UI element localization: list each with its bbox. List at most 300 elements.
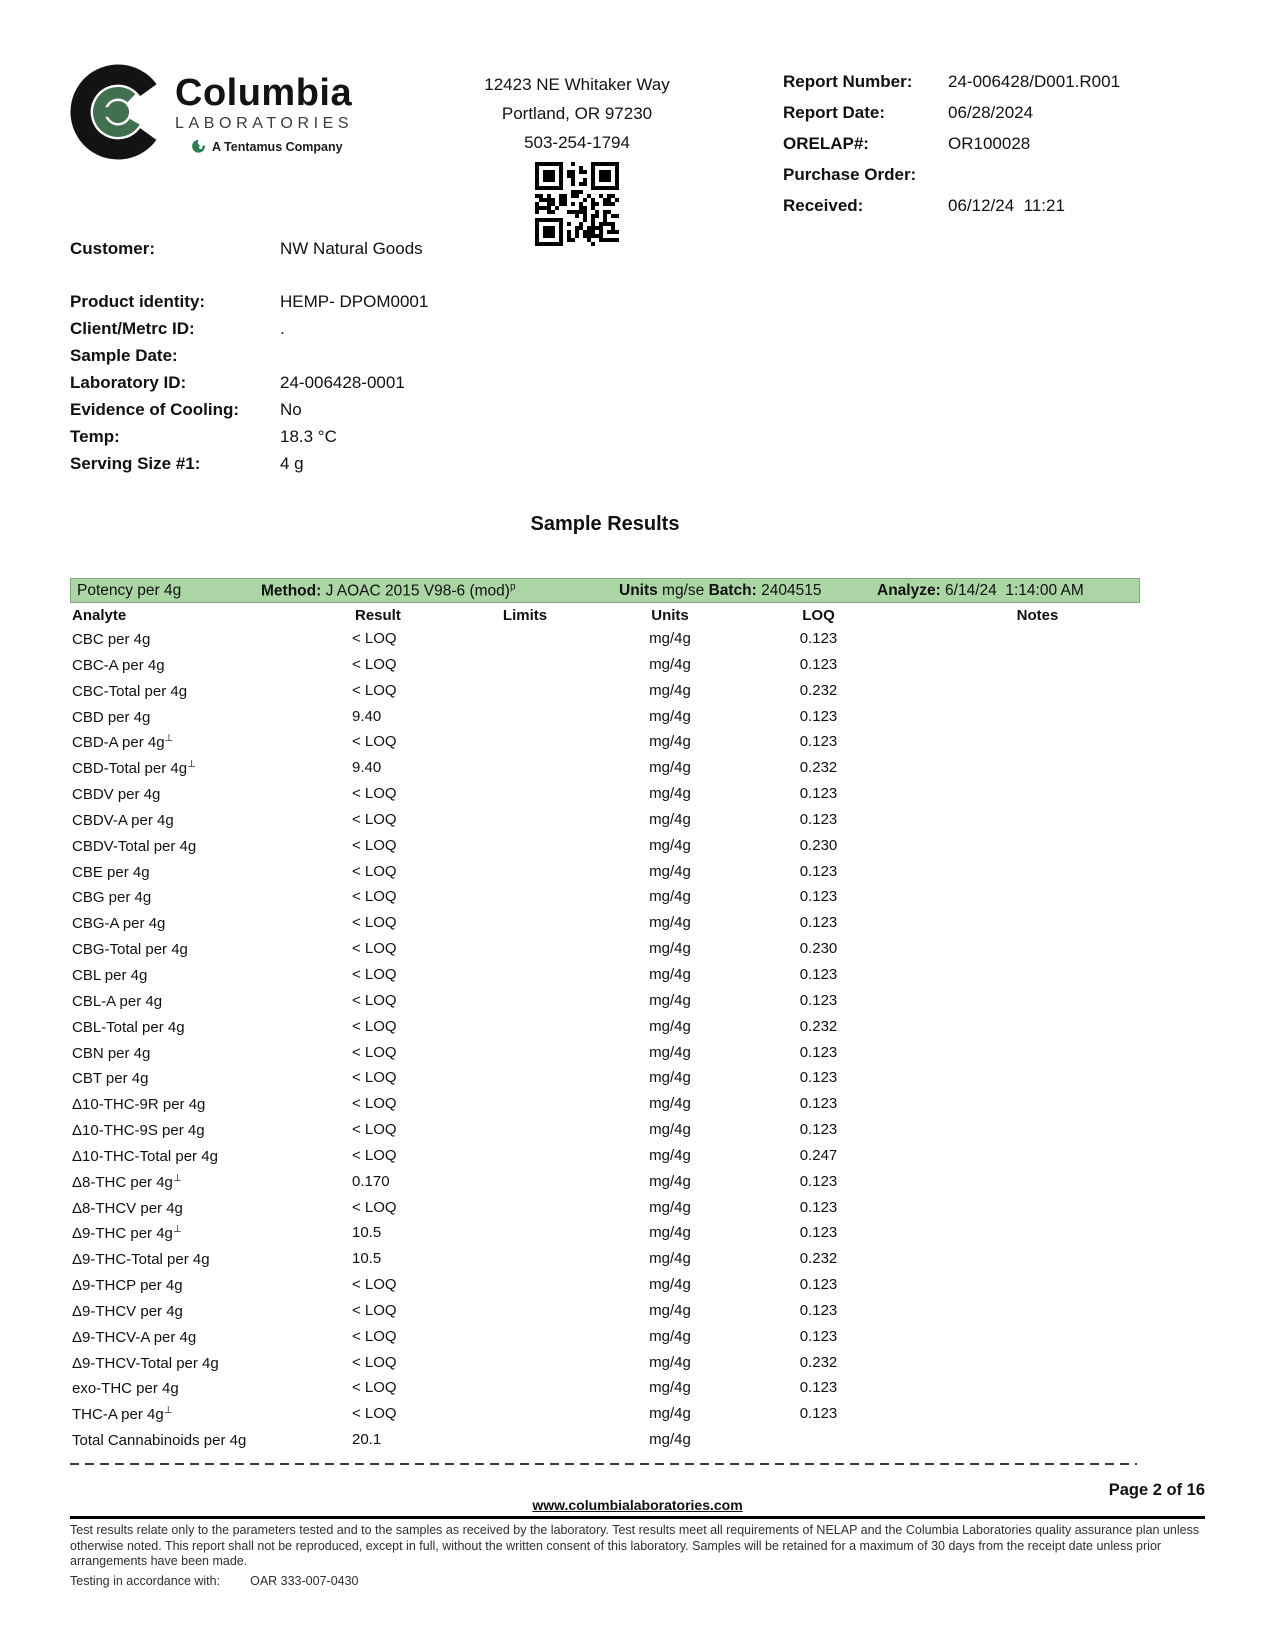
analyte-cell	[70, 1173, 352, 1199]
notes-cell	[880, 785, 1140, 811]
loq-cell: 0.123	[799, 862, 838, 880]
address-line2: Portland, OR 97230	[501, 104, 653, 123]
info-value: 06/28/2024	[948, 103, 1034, 122]
loq-cell: 0.123	[799, 655, 838, 673]
results-table	[70, 630, 1140, 1457]
footnote-marker: ⊥	[187, 759, 196, 771]
testing-value: OAR 333-007-0430	[250, 1573, 359, 1588]
testing-label: Testing in accordance with:	[70, 1573, 221, 1588]
result-cell: < LOQ	[352, 991, 397, 1009]
result-cell: < LOQ	[352, 1095, 397, 1113]
table-row	[70, 1069, 1140, 1095]
sample-info-label: Sample Date:	[70, 346, 178, 365]
analyte-name: CBD-A per 4g	[72, 734, 165, 752]
units-cell: mg/4g	[649, 1172, 691, 1190]
limits-cell	[467, 1095, 583, 1121]
sample-info-value: 18.3 °C	[280, 427, 337, 446]
analyte-name: CBC-Total per 4g	[72, 682, 188, 700]
footnote-marker: ⊥	[172, 1172, 182, 1184]
notes-cell	[880, 733, 1140, 759]
analyte-name: Δ8-THCV per 4g	[72, 1199, 183, 1217]
analyte-name: CBL per 4g	[72, 966, 148, 984]
info-value: 24-006428/D001.R001	[948, 72, 1121, 91]
result-cell: < LOQ	[352, 914, 397, 932]
loq-cell: 0.123	[799, 914, 838, 932]
limits-cell	[467, 1224, 583, 1250]
table-row	[70, 1173, 1140, 1199]
result-cell: < LOQ	[352, 655, 397, 673]
result-cell: < LOQ	[352, 1276, 397, 1294]
lab-address	[407, 70, 747, 246]
table-row	[70, 656, 1140, 682]
limits-cell	[467, 656, 583, 682]
result-cell: < LOQ	[352, 1198, 397, 1216]
col-notes: Notes	[1016, 607, 1059, 624]
limits-cell	[467, 1147, 583, 1173]
units-cell: mg/4g	[649, 991, 691, 1009]
units-cell: mg/4g	[649, 965, 691, 983]
info-value: 06/12/24 11:21	[948, 196, 1065, 215]
notes-cell	[880, 966, 1140, 992]
result-cell: < LOQ	[352, 1043, 397, 1061]
loq-cell: 0.232	[799, 1353, 838, 1371]
notes-cell	[880, 1379, 1140, 1405]
analyte-cell	[70, 1044, 352, 1070]
analyte-cell	[70, 914, 352, 940]
analyte-name: CBG-Total per 4g	[72, 941, 188, 959]
loq-cell: 0.230	[799, 940, 838, 958]
info-value: OR100028	[948, 134, 1031, 153]
analyte-name: Δ10-THC-9S per 4g	[72, 1122, 205, 1140]
col-result: Result	[355, 607, 401, 624]
analyte-name: CBL-A per 4g	[72, 992, 163, 1010]
notes-cell	[880, 1431, 1140, 1457]
result-cell: < LOQ	[352, 681, 397, 699]
notes-cell	[880, 914, 1140, 940]
analyze-value: 6/14/24 1:14:00 AM	[940, 581, 1084, 599]
analyte-name: CBN per 4g	[72, 1044, 151, 1062]
analyte-cell	[70, 1121, 352, 1147]
loq-cell: 0.123	[799, 630, 838, 647]
notes-cell	[880, 1095, 1140, 1121]
loq-cell: 0.123	[799, 965, 838, 983]
result-cell: < LOQ	[352, 810, 397, 828]
limits-cell	[467, 914, 583, 940]
dashed-divider	[70, 1463, 1137, 1465]
limits-cell	[467, 992, 583, 1018]
info-row	[783, 103, 1205, 123]
limits-cell	[467, 837, 583, 863]
loq-cell: 0.232	[799, 1017, 838, 1035]
result-cell: 20.1	[352, 1431, 382, 1449]
units-cell: mg/4g	[649, 1017, 691, 1035]
col-limits: Limits	[502, 607, 548, 624]
analyte-name: Δ9-THCV-Total per 4g	[72, 1354, 219, 1372]
units-cell: mg/4g	[649, 1043, 691, 1061]
notes-cell	[880, 863, 1140, 889]
sample-info-row	[70, 347, 428, 365]
footer-disclaimer	[70, 1523, 1205, 1589]
units-cell: mg/4g	[649, 1431, 691, 1449]
limits-cell	[467, 1069, 583, 1095]
analyte-name: CBDV-A per 4g	[72, 811, 174, 829]
units-cell: mg/4g	[649, 1250, 691, 1268]
loq-cell: 0.123	[799, 1198, 838, 1216]
result-cell: < LOQ	[352, 1017, 397, 1035]
tentamus-leaf-icon	[191, 138, 206, 156]
limits-cell	[467, 682, 583, 708]
table-row	[70, 1018, 1140, 1044]
loq-cell: 0.123	[799, 1121, 838, 1139]
website-link: www.columbialaboratories.com	[532, 1497, 743, 1513]
table-row	[70, 785, 1140, 811]
table-row	[70, 1147, 1140, 1173]
result-cell: < LOQ	[352, 1327, 397, 1345]
table-row	[70, 1250, 1140, 1276]
units-cell: mg/4g	[649, 914, 691, 932]
footnote-marker: ⊥	[172, 1224, 182, 1236]
analyte-cell	[70, 733, 352, 759]
info-label: Received:	[783, 196, 864, 215]
report-header	[70, 62, 1205, 237]
table-row	[70, 1199, 1140, 1225]
analyte-cell	[70, 759, 352, 785]
loq-cell: 0.123	[799, 1327, 838, 1345]
result-cell: < LOQ	[352, 1121, 397, 1139]
units-cell: mg/4g	[649, 1069, 691, 1087]
analyte-name: CBD-Total per 4g	[72, 760, 188, 778]
units-cell: mg/4g	[649, 940, 691, 958]
analyte-cell	[70, 630, 352, 656]
result-cell: < LOQ	[352, 965, 397, 983]
limits-cell	[467, 1199, 583, 1225]
limits-cell	[467, 1431, 583, 1457]
tagline-text: A Tentamus Company	[212, 140, 343, 154]
info-row	[783, 196, 1205, 216]
table-row	[70, 863, 1140, 889]
notes-cell	[880, 940, 1140, 966]
units-cell: mg/4g	[649, 707, 691, 725]
panel-name: Potency per 4g	[77, 581, 182, 599]
units-cell: mg/4g	[649, 1379, 691, 1397]
sample-info-row	[70, 293, 428, 311]
loq-cell: 0.123	[799, 1095, 838, 1113]
table-row	[70, 1044, 1140, 1070]
analyte-cell	[70, 1069, 352, 1095]
limits-cell	[467, 1405, 583, 1431]
notes-cell	[880, 992, 1140, 1018]
analyte-name: exo-THC per 4g	[72, 1380, 179, 1398]
analyte-cell	[70, 966, 352, 992]
notes-cell	[880, 759, 1140, 785]
sample-info-row	[70, 374, 428, 392]
sample-info-row	[70, 455, 428, 473]
analyte-cell	[70, 1224, 352, 1250]
result-cell: < LOQ	[352, 888, 397, 906]
notes-cell	[880, 1328, 1140, 1354]
units-batch-field	[619, 582, 821, 600]
units-cell: mg/4g	[649, 1405, 691, 1423]
limits-cell	[467, 1018, 583, 1044]
result-cell: < LOQ	[352, 733, 397, 751]
table-row	[70, 1121, 1140, 1147]
analyte-cell	[70, 992, 352, 1018]
limits-cell	[467, 1044, 583, 1070]
result-cell: < LOQ	[352, 1146, 397, 1164]
section-title: Sample Results	[530, 513, 680, 535]
notes-cell	[880, 630, 1140, 656]
notes-cell	[880, 888, 1140, 914]
table-row	[70, 1224, 1140, 1250]
analyte-name: Δ9-THC-Total per 4g	[72, 1251, 210, 1269]
units-label: Units	[619, 581, 658, 599]
analyte-cell	[70, 940, 352, 966]
sample-info	[70, 293, 428, 482]
notes-cell	[880, 811, 1140, 837]
table-row	[70, 682, 1140, 708]
loq-cell: 0.123	[799, 1276, 838, 1294]
units-cell: mg/4g	[649, 1327, 691, 1345]
analyte-name: Δ8-THC per 4g	[72, 1173, 173, 1191]
analyte-cell	[70, 785, 352, 811]
result-cell: < LOQ	[352, 1069, 397, 1087]
columbia-logo-icon	[70, 64, 166, 160]
table-row	[70, 1276, 1140, 1302]
limits-cell	[467, 1328, 583, 1354]
loq-cell: 0.123	[799, 1405, 838, 1423]
sample-info-value: 4 g	[280, 454, 304, 473]
sample-info-value: No	[280, 400, 302, 419]
result-cell: < LOQ	[352, 862, 397, 880]
table-row	[70, 811, 1140, 837]
table-row	[70, 759, 1140, 785]
customer-value: NW Natural Goods	[280, 239, 423, 258]
notes-cell	[880, 656, 1140, 682]
units-cell: mg/4g	[649, 655, 691, 673]
notes-cell	[880, 1224, 1140, 1250]
units-cell: mg/4g	[649, 836, 691, 854]
notes-cell	[880, 708, 1140, 734]
table-row	[70, 966, 1140, 992]
units-cell: mg/4g	[649, 1146, 691, 1164]
analyte-name: CBDV per 4g	[72, 786, 161, 804]
units-cell: mg/4g	[649, 785, 691, 803]
units-cell: mg/4g	[649, 1276, 691, 1294]
loq-cell: 0.123	[799, 810, 838, 828]
analyte-cell	[70, 1095, 352, 1121]
analyte-cell	[70, 1147, 352, 1173]
result-cell: 0.170	[352, 1172, 390, 1190]
info-label: Report Date:	[783, 103, 886, 122]
result-cell: < LOQ	[352, 1379, 397, 1397]
notes-cell	[880, 1121, 1140, 1147]
analyte-name: CBG per 4g	[72, 889, 152, 907]
result-cell: 10.5	[352, 1224, 382, 1242]
notes-cell	[880, 1069, 1140, 1095]
table-row	[70, 1302, 1140, 1328]
table-row	[70, 914, 1140, 940]
loq-cell: 0.123	[799, 1224, 838, 1242]
loq-cell: 0.123	[799, 991, 838, 1009]
customer-label: Customer:	[70, 239, 156, 258]
analyte-cell	[70, 1018, 352, 1044]
table-row	[70, 1095, 1140, 1121]
analyte-cell	[70, 1276, 352, 1302]
result-cell: < LOQ	[352, 940, 397, 958]
table-row	[70, 708, 1140, 734]
analyte-name: Δ9-THCV-A per 4g	[72, 1328, 197, 1346]
loq-cell: 0.123	[799, 1043, 838, 1061]
units-cell: mg/4g	[649, 1198, 691, 1216]
col-loq: LOQ	[802, 607, 835, 624]
disclaimer-text: Test results relate only to the parameters tested and to the samples as received by the laboratory. Test results meet all requirements of NELAP and the Columbia Laboratories quality assurance plan unless otherwise noted. This report shall not be reproduced, except in full, without the written consent of this laboratory. Samples will be retained for a maximum of 30 days from the receipt date unless prior arrangements have been made.	[70, 1523, 1200, 1568]
units-cell: mg/4g	[649, 630, 691, 647]
info-row	[783, 134, 1205, 154]
sample-info-row	[70, 320, 428, 338]
loq-cell: 0.123	[799, 1301, 838, 1319]
notes-cell	[880, 1354, 1140, 1380]
batch-label: Batch:	[708, 581, 757, 599]
notes-cell	[880, 1173, 1140, 1199]
col-analyte: Analyte	[72, 607, 127, 624]
report-info	[783, 72, 1205, 227]
limits-cell	[467, 785, 583, 811]
limits-cell	[467, 1379, 583, 1405]
limits-cell	[467, 1276, 583, 1302]
table-row	[70, 888, 1140, 914]
sample-info-label: Serving Size #1:	[70, 454, 201, 473]
notes-cell	[880, 1199, 1140, 1225]
loq-cell: 0.247	[799, 1146, 838, 1164]
table-row	[70, 1354, 1140, 1380]
limits-cell	[467, 1354, 583, 1380]
info-label: Purchase Order:	[783, 165, 917, 184]
analyte-cell	[70, 1431, 352, 1457]
logo-text	[175, 64, 353, 156]
table-row	[70, 1328, 1140, 1354]
analyte-cell	[70, 708, 352, 734]
limits-cell	[467, 888, 583, 914]
analyte-name: CBE per 4g	[72, 863, 150, 881]
analyte-cell	[70, 1199, 352, 1225]
limits-cell	[467, 940, 583, 966]
loq-cell: 0.232	[799, 759, 838, 777]
analyte-name: THC-A per 4g	[72, 1406, 164, 1424]
analyte-cell	[70, 1354, 352, 1380]
analyte-cell	[70, 1379, 352, 1405]
info-row	[783, 165, 1205, 185]
analyte-name: CBT per 4g	[72, 1070, 149, 1088]
qr-code-icon	[535, 162, 619, 246]
loq-cell: 0.230	[799, 836, 838, 854]
sample-info-value: 24-006428-0001	[280, 373, 405, 392]
analyte-cell	[70, 1302, 352, 1328]
col-units: Units	[651, 607, 689, 624]
notes-cell	[880, 1250, 1140, 1276]
analyte-name: CBL-Total per 4g	[72, 1018, 185, 1036]
table-row	[70, 837, 1140, 863]
analyte-name: CBDV-Total per 4g	[72, 837, 197, 855]
analyte-name: CBC-A per 4g	[72, 656, 165, 674]
loq-cell: 0.123	[799, 785, 838, 803]
brand-name: Columbia	[175, 72, 353, 114]
result-cell: 9.40	[352, 707, 382, 725]
address-phone: 503-254-1794	[524, 133, 630, 152]
result-cell: < LOQ	[352, 785, 397, 803]
limits-cell	[467, 1121, 583, 1147]
sample-info-label: Temp:	[70, 427, 120, 446]
analyte-name: Total Cannabinoids per 4g	[72, 1432, 247, 1450]
sample-info-label: Evidence of Cooling:	[70, 400, 240, 419]
loq-cell: 0.123	[799, 733, 838, 751]
sample-info-value: .	[280, 319, 285, 338]
analyte-cell	[70, 1405, 352, 1431]
loq-cell: 0.123	[799, 707, 838, 725]
table-row	[70, 992, 1140, 1018]
results-band	[70, 578, 1140, 603]
limits-cell	[467, 630, 583, 656]
method-footnote: p	[509, 580, 516, 592]
notes-cell	[880, 1018, 1140, 1044]
units-value: mg/se	[657, 581, 709, 599]
result-cell: < LOQ	[352, 1301, 397, 1319]
units-cell: mg/4g	[649, 862, 691, 880]
limits-cell	[467, 966, 583, 992]
loq-cell: 0.123	[799, 1172, 838, 1190]
sample-info-row	[70, 428, 428, 446]
analyte-name: Δ9-THCV per 4g	[72, 1302, 183, 1320]
method-field	[261, 581, 516, 600]
units-cell: mg/4g	[649, 1095, 691, 1113]
analyte-name: CBC per 4g	[72, 631, 151, 648]
sample-info-label: Laboratory ID:	[70, 373, 187, 392]
table-row	[70, 733, 1140, 759]
notes-cell	[880, 1302, 1140, 1328]
loq-cell: 0.232	[799, 681, 838, 699]
loq-cell: 0.123	[799, 888, 838, 906]
limits-cell	[467, 863, 583, 889]
analyte-name: Δ10-THC-9R per 4g	[72, 1096, 206, 1114]
units-cell: mg/4g	[649, 759, 691, 777]
sample-info-value: HEMP- DPOM0001	[280, 292, 429, 311]
testing-row	[70, 1574, 1205, 1590]
units-cell: mg/4g	[649, 1301, 691, 1319]
columbia-logo	[70, 64, 353, 160]
limits-cell	[467, 759, 583, 785]
analyte-cell	[70, 682, 352, 708]
sample-info-label: Client/Metrc ID:	[70, 319, 195, 338]
limits-cell	[467, 708, 583, 734]
info-label: Report Number:	[783, 72, 913, 91]
analyte-cell	[70, 863, 352, 889]
limits-cell	[467, 811, 583, 837]
analyte-name: Δ9-THCP per 4g	[72, 1277, 183, 1295]
loq-cell: 0.232	[799, 1250, 838, 1268]
loq-cell	[757, 1431, 880, 1457]
result-cell: 9.40	[352, 759, 382, 777]
notes-cell	[880, 682, 1140, 708]
brand-subtitle: LABORATORIES	[175, 115, 354, 132]
analyte-cell	[70, 656, 352, 682]
page-indicator: Page 2 of 16	[1108, 1481, 1205, 1499]
notes-cell	[880, 1405, 1140, 1431]
table-row	[70, 1405, 1140, 1431]
units-cell: mg/4g	[649, 733, 691, 751]
analyte-name: CBD per 4g	[72, 708, 151, 726]
table-row	[70, 1379, 1140, 1405]
units-cell: mg/4g	[649, 810, 691, 828]
analyte-cell	[70, 837, 352, 863]
